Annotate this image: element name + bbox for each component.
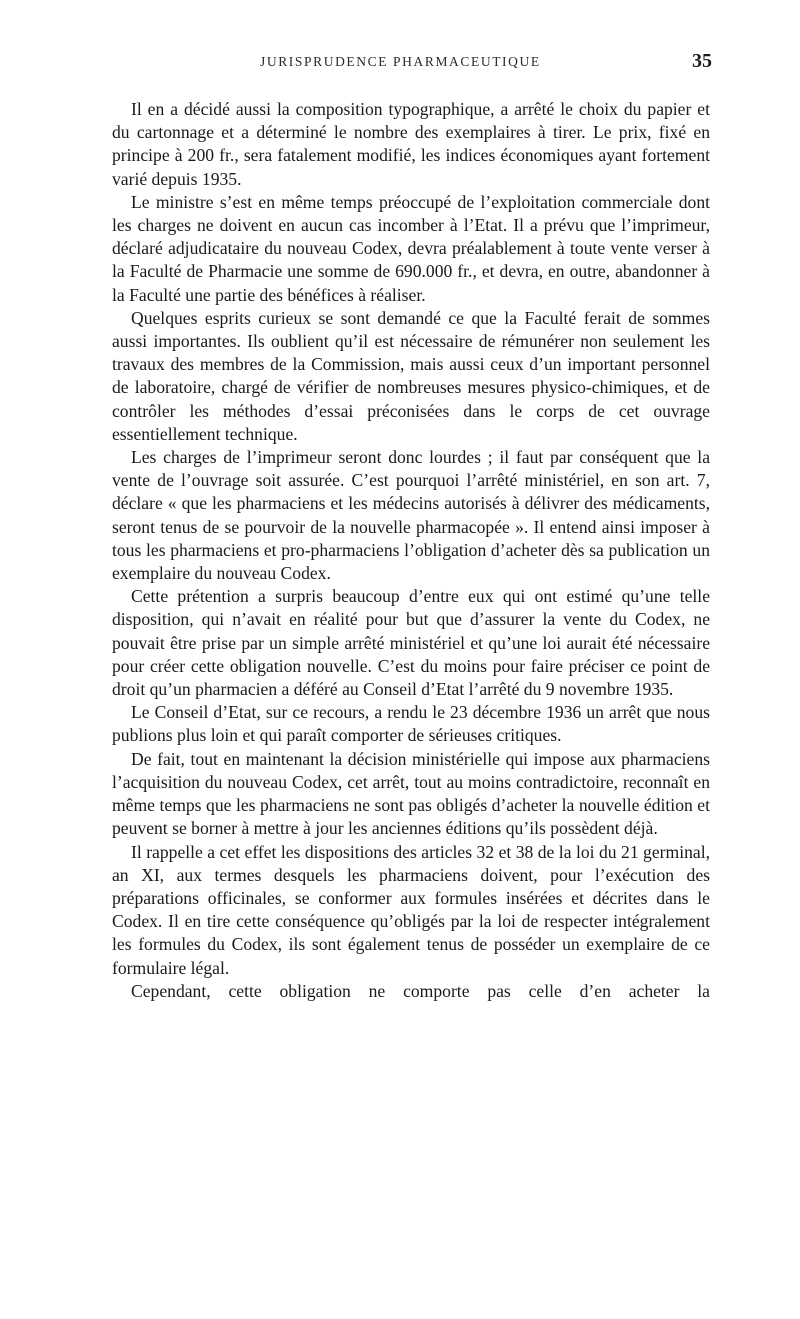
- paragraph-8: Il rappelle a cet effet les dispositions des articles 32 et 38 de la loi du 21 germinal, an XI, aux termes desquels les pharmaciens doivent, pour l’exécution des préparations officinales, se conformer aux formules insérées et décrites dans le Codex. Il en tire cette conséquence qu’obligés par la loi de respecter intégralement les formules du Codex, ils sont également tenus de posséder un exemplaire de ce formulaire légal.: [112, 841, 710, 978]
- paragraph-3: Quelques esprits curieux se sont demandé ce que la Faculté ferait de sommes aussi importantes. Ils oublient qu’il est nécessaire de rémunérer non seulement les travaux des membres de la Commission, mais aussi ceux d’un important personnel de laboratoire, chargé de vérifier de nombreuses mesures physico-chimiques, et de contrôler les méthodes d’essai préconisées dans le corps de cet ouvrage essentiellement technique.: [112, 307, 710, 444]
- paragraph-7: De fait, tout en maintenant la décision ministérielle qui impose aux pharmaciens l’acquisition du nouveau Codex, cet arrêt, tout au moins contradictoire, reconnaît en même temps que les pharmaciens ne sont pas obligés d’acheter la nouvelle édition et peuvent se borner à mettre à jour les anciennes éditions qu’ils possèdent déjà.: [112, 748, 710, 839]
- paragraph-4: Les charges de l’imprimeur seront donc lourdes ; il faut par conséquent que la vente de l’ouvrage soit assurée. C’est pourquoi l’arrêté ministériel, en son art. 7, déclare « que les pharmaciens et les médecins autorisés à délivrer des médicaments, seront tenus de se pourvoir de la nouvelle pharmacopée ». Il entend ainsi imposer à tous les pharmaciens et pro-pharmaciens l’obligation d’acheter dès sa publication un exemplaire du nouveau Codex.: [112, 447, 710, 584]
- running-head: [112, 50, 712, 82]
- running-title: JURISPRUDENCE PHARMACEUTIQUE: [260, 54, 541, 69]
- page-number: 35: [692, 50, 712, 72]
- paragraph-5: Cette prétention a surpris beaucoup d’entre eux qui ont estimé qu’une telle disposition, qui n’avait en réalité pour but que d’assurer la vente du Codex, ne pouvait être prise par un simple arrêté ministériel et qu’une loi aurait été nécessaire pour créer cette obligation nouvelle. C’est du moins pour faire préciser ce point de droit qu’un pharmacien a déféré au Conseil d’Etat l’arrêté du 9 novembre 1935.: [112, 586, 710, 700]
- paragraph-6: Le Conseil d’Etat, sur ce recours, a rendu le 23 décembre 1936 un arrêt que nous publions plus loin et qui paraît comporter de sérieuses critiques.: [112, 702, 710, 746]
- paragraph-2: Le ministre s’est en même temps préoccupé de l’exploitation commerciale dont les charges ne doivent en aucun cas incomber à l’Etat. Il a prévu que l’imprimeur, déclaré adjudicataire du nouveau Codex, devra préalablement à toute vente verser à la Faculté de Pharmacie une somme de 690.000 fr., et devra, en outre, abandonner à la Faculté une partie des bénéfices à réaliser.: [112, 191, 710, 305]
- paragraph-9: Cependant, cette obligation ne comporte pas celle d’en acheter la: [131, 980, 710, 1001]
- body-text: [112, 98, 710, 1003]
- paragraph-1: Il en a décidé aussi la composition typographique, a arrêté le choix du papier et du cartonnage et a déterminé le nombre des exemplaires à tirer. Le prix, fixé en principe à 200 fr., sera fatalement modifié, les indices économiques ayant fortement varié depuis 1935.: [112, 99, 710, 189]
